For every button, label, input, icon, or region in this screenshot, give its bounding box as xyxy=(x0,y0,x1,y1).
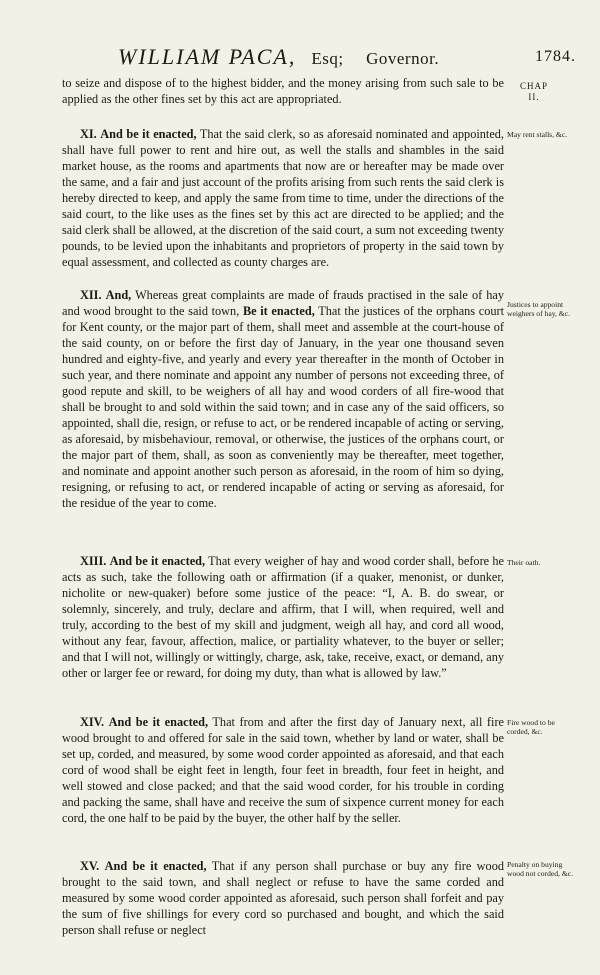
section-number: XV. xyxy=(80,859,100,873)
margin-chapter-note xyxy=(514,81,554,103)
margin-chapter-label: CHAP xyxy=(519,81,548,91)
section-text: That the justices of the orphans court for Kent county, or the major part of them, shall meet and assemble at the court-house of the said county, on or before the first day of January, in the year one thousand seven hundred and eighty-five, and yearly and every year thereafter in the month of October in such year, and there nominate and appoint any number of persons not exceeding three, of good repute and skill, to be weighers of all hay and wood corders of all fire-wood that shall be brought to and sold within the said town; and in case any of the said officers, so appointed, shall die, resign, or refuse to act, or be rendered incapable of acting or serving, as aforesaid, by misbehaviour, removal, or otherwise, the justices of the orphans court, or the major part of them, shall, as soon as conveniently may be thereafter, meet together, and nominate and appoint another such person as aforesaid, in the room of him so dying, resigning, or refusing to act, or rendered incapable of acting or serving as aforesaid, for the residue of the year to come. xyxy=(62,304,505,510)
enacting-clause: And be it enacted, xyxy=(104,859,207,873)
margin-chapter-number: II. xyxy=(528,92,540,102)
margin-note: Their oath. xyxy=(507,558,541,567)
section-xii xyxy=(62,287,504,511)
section-xiii xyxy=(62,553,504,681)
page-number: 1784. xyxy=(535,48,576,65)
section-number: XI. xyxy=(80,127,97,141)
header-name: WILLIAM PACA, xyxy=(118,44,297,69)
section-text: That every weigher of hay and wood corder shall, before he acts as such, take the following oath or affirmation (if a quaker, menonist, or dunker, nicholite or new-quaker) before some justice of the peace: “I, A. B. do swear, or solemnly, sincerely, and truly, declare and affirm, that I will, when required, well and truly, according to the best of my skill and judgment, weigh all hay, and cord all wood, without any fear, favour, affection, malice, or partiality whatever, to the buyer or seller; and that I will not, willingly or wittingly, charge, ask, take, receive, exact, or demand, any other or larger fee or reward, for doing my duty, than what is allowed by law.” xyxy=(62,554,504,680)
margin-note: Fire wood to be corded, &c. xyxy=(507,718,555,736)
section-xiv xyxy=(62,714,504,826)
header-governor: Governor. xyxy=(366,49,440,68)
section-xi xyxy=(62,126,504,270)
running-header xyxy=(118,44,588,74)
section-number: XIV. xyxy=(80,715,105,729)
section-xv xyxy=(62,858,504,938)
margin-note: Penalty on buying wood not corded, &c. xyxy=(507,860,574,878)
section-text: That from and after the first day of January next, all fire wood brought to and offered for sale in the said town, whether by land or water, shall be set up, corded, and measured, by some wood corder appointed as aforesaid, and that each cord of wood shall be eight feet in length, four feet in breadth, four feet in height, and well stowed and close packed; and that the said wood corder, for his trouble in cording and packing the same, shall have and receive the sum of sixpence current money for each cord, the one half to be paid by the buyer, the other half by the seller. xyxy=(62,715,505,825)
margin-note: May rent stalls, &c. xyxy=(507,130,568,139)
enacting-clause: And be it enacted, xyxy=(109,554,206,568)
section-text: That if any person shall purchase or buy any fire wood brought to the said town, and shall neglect or refuse to have the same corded and measured by some wood corder appointed as aforesaid, such person shall forfeit and pay the sum of five shillings for every cord so purchased and bought, and which the said person shall refuse or neglect xyxy=(62,859,505,937)
enacting-clause: And, xyxy=(105,288,132,302)
enacting-clause: And be it enacted, xyxy=(108,715,209,729)
enacting-clause: And be it enacted, xyxy=(100,127,197,141)
section-text: That the said clerk, so as aforesaid nominated and appointed, shall have full power to rent and hire out, as well the stalls and shambles in the said market house, as the rooms and apartments that now are or hereafter may be made over the same, and a fair and just account of the profits arising from such rents the said clerk is hereby directed to keep, and apply the same from time to time, under the directions of the said court, to the like uses as the fines set by this act are directed to be applied; and the said clerk shall be allowed, at the discretion of the said court, a sum not exceeding twenty pounds, to be levied upon the inhabitants and proprietors of property in the said town by equal assessment, and collected as county charges are. xyxy=(62,127,505,269)
section-number: XII. xyxy=(80,288,102,302)
section-number: XIII. xyxy=(80,554,107,568)
enacting-clause-inline: Be it enacted, xyxy=(242,304,315,318)
header-title xyxy=(118,44,439,70)
margin-note: Justices to appoint weighers of hay, &c. xyxy=(507,300,570,318)
continuation-text: to seize and dispose of to the highest bidder, and the money arising from such sale to be applied as the other fines set by this act are appropriated. xyxy=(62,76,504,106)
continuation-paragraph xyxy=(62,75,504,107)
header-esq: Esq; xyxy=(311,49,344,68)
section-preamble: Whereas great complaints are made of frauds practised in the sale of hay and wood brought to the said town, xyxy=(62,288,505,318)
